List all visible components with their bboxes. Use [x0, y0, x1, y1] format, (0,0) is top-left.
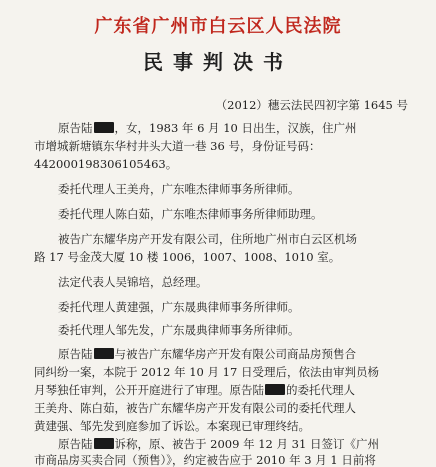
case-paragraph-line: 同纠纷一案，本院于 2012 年 10 月 17 日受理后，依法由审判员杨	[34, 365, 379, 379]
redaction-block	[94, 122, 114, 133]
plaintiff-id: 442000198306105463。	[34, 157, 178, 171]
case-paragraph-line	[34, 383, 355, 397]
text: 原告陆	[58, 347, 93, 361]
case-paragraph-line	[58, 347, 356, 361]
plaintiff-line	[58, 121, 357, 135]
agent-2: 委托代理人陈白茹，广东唯杰律师事务所律师助理。	[58, 207, 323, 221]
case-paragraph-line: 王美舟、陈白茹，被告广东耀华房产开发有限公司的委托代理人	[34, 401, 356, 415]
case-paragraph-line: 黄建强、邹先发到庭参加了诉讼。本案现已审理终结。	[34, 419, 310, 433]
redaction-block	[94, 348, 114, 359]
redaction-block	[94, 438, 114, 449]
text: 原告陆	[58, 437, 93, 451]
redaction-block	[265, 384, 285, 395]
legal-representative: 法定代表人吴锦培，总经理。	[58, 275, 208, 289]
defendant-line: 被告广东耀华房产开发有限公司，住所地广州市白云区机场	[58, 232, 357, 246]
defendant-agent-1: 委托代理人黄建强，广东晟典律师事务所律师。	[58, 300, 300, 314]
document-title: 民事判决书	[143, 50, 293, 74]
agent-1: 委托代理人王美舟，广东唯杰律师事务所律师。	[58, 182, 300, 196]
defendant-agent-2: 委托代理人邹先发，广东晟典律师事务所律师。	[58, 323, 300, 337]
text: 诉称，原、被告于 2009 年 12 月 31 日签订《广州	[114, 437, 379, 451]
defendant-address: 路 17 号金茂大厦 10 楼 1006，1007、1008、1010 室。	[34, 250, 341, 264]
text: ，女，1983 年 6 月 10 日出生，汉族，住广州	[114, 121, 357, 135]
claim-paragraph-line: 市商品房买卖合同（预售）》，约定被告应于 2010 年 3 月 1 日前将	[34, 453, 376, 467]
text: 原告陆	[58, 121, 93, 135]
text: 月琴独任审判，公开开庭进行了审理。原告陆	[34, 383, 264, 397]
case-number: （2012）穗云法民四初字第 1645 号	[215, 98, 408, 112]
plaintiff-address: 市增城新塘镇东华村井头大道一巷 36 号，身份证号码：	[34, 139, 321, 153]
text: 与被告广东耀华房产开发有限公司商品房预售合	[114, 347, 356, 361]
claim-paragraph-line	[58, 437, 379, 451]
court-name: 广东省广州市白云区人民法院	[94, 16, 342, 37]
text: 的委托代理人	[286, 383, 355, 397]
